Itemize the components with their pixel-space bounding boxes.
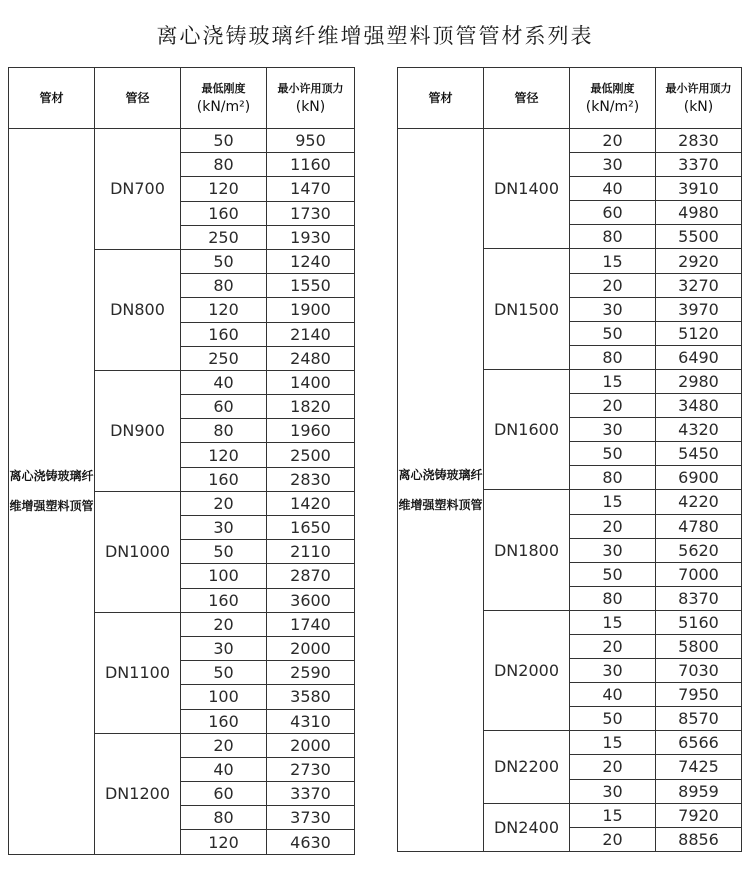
diameter-cell: DN1100	[95, 612, 181, 733]
jacking-force-cell: 8856	[656, 827, 742, 851]
diameter-cell: DN2400	[484, 803, 570, 851]
jacking-force-cell: 5120	[656, 321, 742, 345]
table-header-row	[398, 68, 742, 129]
stiffness-cell: 15	[570, 731, 656, 755]
jacking-force-cell: 5500	[656, 225, 742, 249]
stiffness-cell: 20	[570, 634, 656, 658]
jacking-force-cell: 4310	[267, 709, 355, 733]
document-title: 离心浇铸玻璃纤维增强塑料顶管管材系列表	[156, 24, 594, 48]
jacking-force-cell: 2110	[267, 540, 355, 564]
diameter-cell: DN1800	[484, 490, 570, 610]
stiffness-cell: 50	[181, 661, 267, 685]
stiffness-cell: 250	[181, 225, 267, 249]
stiffness-cell: 40	[181, 370, 267, 394]
jacking-force-cell: 2140	[267, 322, 355, 346]
stiffness-cell: 40	[570, 177, 656, 201]
stiffness-cell: 20	[181, 733, 267, 757]
jacking-force-cell: 1960	[267, 419, 355, 443]
stiffness-cell: 20	[570, 514, 656, 538]
header-min-stiffness-unit: (kN/m²)	[196, 99, 251, 115]
jacking-force-cell: 1400	[267, 370, 355, 394]
jacking-force-cell: 1900	[267, 298, 355, 322]
jacking-force-cell: 4980	[656, 201, 742, 225]
jacking-force-cell: 3370	[267, 782, 355, 806]
header-min-jacking-force-unit: (kN)	[683, 99, 714, 115]
table-row	[9, 129, 355, 153]
stiffness-cell: 120	[181, 443, 267, 467]
header-min-jacking-force	[656, 68, 742, 129]
jacking-force-cell: 1650	[267, 516, 355, 540]
jacking-force-cell: 7950	[656, 683, 742, 707]
header-min-jacking-force	[267, 68, 355, 129]
stiffness-cell: 15	[570, 369, 656, 393]
jacking-force-cell: 5800	[656, 634, 742, 658]
jacking-force-cell: 4320	[656, 418, 742, 442]
header-diameter: 管径	[484, 68, 570, 129]
jacking-force-cell: 4780	[656, 514, 742, 538]
header-min-stiffness-label: 最低刚度	[590, 82, 635, 95]
jacking-force-cell: 3910	[656, 177, 742, 201]
diameter-cell: DN900	[95, 370, 181, 491]
stiffness-cell: 20	[570, 394, 656, 418]
stiffness-cell: 30	[570, 297, 656, 321]
jacking-force-cell: 6490	[656, 345, 742, 369]
stiffness-cell: 20	[570, 827, 656, 851]
jacking-force-cell: 2500	[267, 443, 355, 467]
jacking-force-cell: 2870	[267, 564, 355, 588]
jacking-force-cell: 8959	[656, 779, 742, 803]
stiffness-cell: 160	[181, 709, 267, 733]
header-diameter: 管径	[95, 68, 181, 129]
stiffness-cell: 120	[181, 177, 267, 201]
stiffness-cell: 40	[181, 757, 267, 781]
stiffness-cell: 80	[181, 153, 267, 177]
header-min-jacking-force-label: 最小许用顶力	[665, 82, 732, 95]
stiffness-cell: 100	[181, 564, 267, 588]
stiffness-cell: 20	[570, 129, 656, 153]
stiffness-cell: 80	[181, 806, 267, 830]
jacking-force-cell: 5160	[656, 610, 742, 634]
jacking-force-cell: 3970	[656, 297, 742, 321]
diameter-cell: DN700	[95, 129, 181, 250]
jacking-force-cell: 2000	[267, 636, 355, 660]
stiffness-cell: 20	[570, 755, 656, 779]
diameter-cell: DN2200	[484, 731, 570, 803]
header-min-stiffness	[181, 68, 267, 129]
stiffness-cell: 50	[181, 540, 267, 564]
stiffness-cell: 80	[181, 274, 267, 298]
jacking-force-cell: 2480	[267, 346, 355, 370]
jacking-force-cell: 3370	[656, 153, 742, 177]
stiffness-cell: 60	[181, 782, 267, 806]
stiffness-cell: 15	[570, 610, 656, 634]
diameter-cell: DN1600	[484, 369, 570, 489]
stiffness-cell: 50	[181, 129, 267, 153]
table-header-row	[9, 68, 355, 129]
jacking-force-cell: 2000	[267, 733, 355, 757]
diameter-cell: DN800	[95, 249, 181, 370]
stiffness-cell: 50	[181, 249, 267, 273]
jacking-force-cell: 3580	[267, 685, 355, 709]
stiffness-cell: 50	[570, 707, 656, 731]
diameter-cell: DN1200	[95, 733, 181, 854]
header-min-stiffness	[570, 68, 656, 129]
jacking-force-cell: 8570	[656, 707, 742, 731]
stiffness-cell: 120	[181, 830, 267, 854]
table-row	[398, 129, 742, 153]
jacking-force-cell: 2730	[267, 757, 355, 781]
header-min-jacking-force-label: 最小许用顶力	[277, 82, 344, 95]
header-min-stiffness-unit: (kN/m²)	[585, 99, 640, 115]
jacking-force-cell: 1820	[267, 395, 355, 419]
jacking-force-cell: 1730	[267, 201, 355, 225]
diameter-cell: DN2000	[484, 610, 570, 730]
jacking-force-cell: 1420	[267, 491, 355, 515]
header-material: 管材	[398, 68, 484, 129]
jacking-force-cell: 1930	[267, 225, 355, 249]
stiffness-cell: 30	[570, 779, 656, 803]
stiffness-cell: 160	[181, 588, 267, 612]
jacking-force-cell: 2830	[267, 467, 355, 491]
stiffness-cell: 20	[181, 491, 267, 515]
jacking-force-cell: 5450	[656, 442, 742, 466]
jacking-force-cell: 2590	[267, 661, 355, 685]
jacking-force-cell: 950	[267, 129, 355, 153]
stiffness-cell: 160	[181, 467, 267, 491]
stiffness-cell: 80	[570, 345, 656, 369]
stiffness-cell: 30	[570, 153, 656, 177]
stiffness-cell: 250	[181, 346, 267, 370]
diameter-cell: DN1400	[484, 129, 570, 249]
stiffness-cell: 50	[570, 321, 656, 345]
jacking-force-cell: 1240	[267, 249, 355, 273]
stiffness-cell: 80	[570, 466, 656, 490]
jacking-force-cell: 6900	[656, 466, 742, 490]
jacking-force-cell: 8370	[656, 586, 742, 610]
stiffness-cell: 80	[570, 225, 656, 249]
stiffness-cell: 20	[570, 273, 656, 297]
stiffness-cell: 160	[181, 322, 267, 346]
material-cell: 离心浇铸玻璃纤维增强塑料顶管	[9, 129, 95, 855]
jacking-force-cell: 7425	[656, 755, 742, 779]
header-min-stiffness-label: 最低刚度	[201, 82, 246, 95]
jacking-force-cell: 3730	[267, 806, 355, 830]
stiffness-cell: 15	[570, 490, 656, 514]
stiffness-cell: 15	[570, 249, 656, 273]
material-cell: 离心浇铸玻璃纤维增强塑料顶管	[398, 129, 484, 852]
jacking-force-cell: 4220	[656, 490, 742, 514]
jacking-force-cell: 7000	[656, 562, 742, 586]
jacking-force-cell: 4630	[267, 830, 355, 854]
pipe-series-table-right	[397, 67, 742, 852]
jacking-force-cell: 3600	[267, 588, 355, 612]
stiffness-cell: 30	[570, 538, 656, 562]
stiffness-cell: 60	[181, 395, 267, 419]
jacking-force-cell: 2920	[656, 249, 742, 273]
jacking-force-cell: 1470	[267, 177, 355, 201]
jacking-force-cell: 3270	[656, 273, 742, 297]
stiffness-cell: 100	[181, 685, 267, 709]
pipe-series-table-left	[8, 67, 355, 855]
stiffness-cell: 15	[570, 803, 656, 827]
jacking-force-cell: 2830	[656, 129, 742, 153]
jacking-force-cell: 2980	[656, 369, 742, 393]
jacking-force-cell: 7030	[656, 659, 742, 683]
stiffness-cell: 120	[181, 298, 267, 322]
jacking-force-cell: 1160	[267, 153, 355, 177]
jacking-force-cell: 7920	[656, 803, 742, 827]
jacking-force-cell: 5620	[656, 538, 742, 562]
stiffness-cell: 20	[181, 612, 267, 636]
jacking-force-cell: 1550	[267, 274, 355, 298]
jacking-force-cell: 1740	[267, 612, 355, 636]
stiffness-cell: 30	[181, 516, 267, 540]
diameter-cell: DN1000	[95, 491, 181, 612]
stiffness-cell: 50	[570, 442, 656, 466]
header-min-jacking-force-unit: (kN)	[295, 99, 326, 115]
jacking-force-cell: 3480	[656, 394, 742, 418]
stiffness-cell: 50	[570, 562, 656, 586]
stiffness-cell: 160	[181, 201, 267, 225]
stiffness-cell: 60	[570, 201, 656, 225]
stiffness-cell: 30	[570, 659, 656, 683]
diameter-cell: DN1500	[484, 249, 570, 369]
stiffness-cell: 40	[570, 683, 656, 707]
stiffness-cell: 30	[570, 418, 656, 442]
header-material: 管材	[9, 68, 95, 129]
stiffness-cell: 80	[570, 586, 656, 610]
jacking-force-cell: 6566	[656, 731, 742, 755]
stiffness-cell: 30	[181, 636, 267, 660]
stiffness-cell: 80	[181, 419, 267, 443]
